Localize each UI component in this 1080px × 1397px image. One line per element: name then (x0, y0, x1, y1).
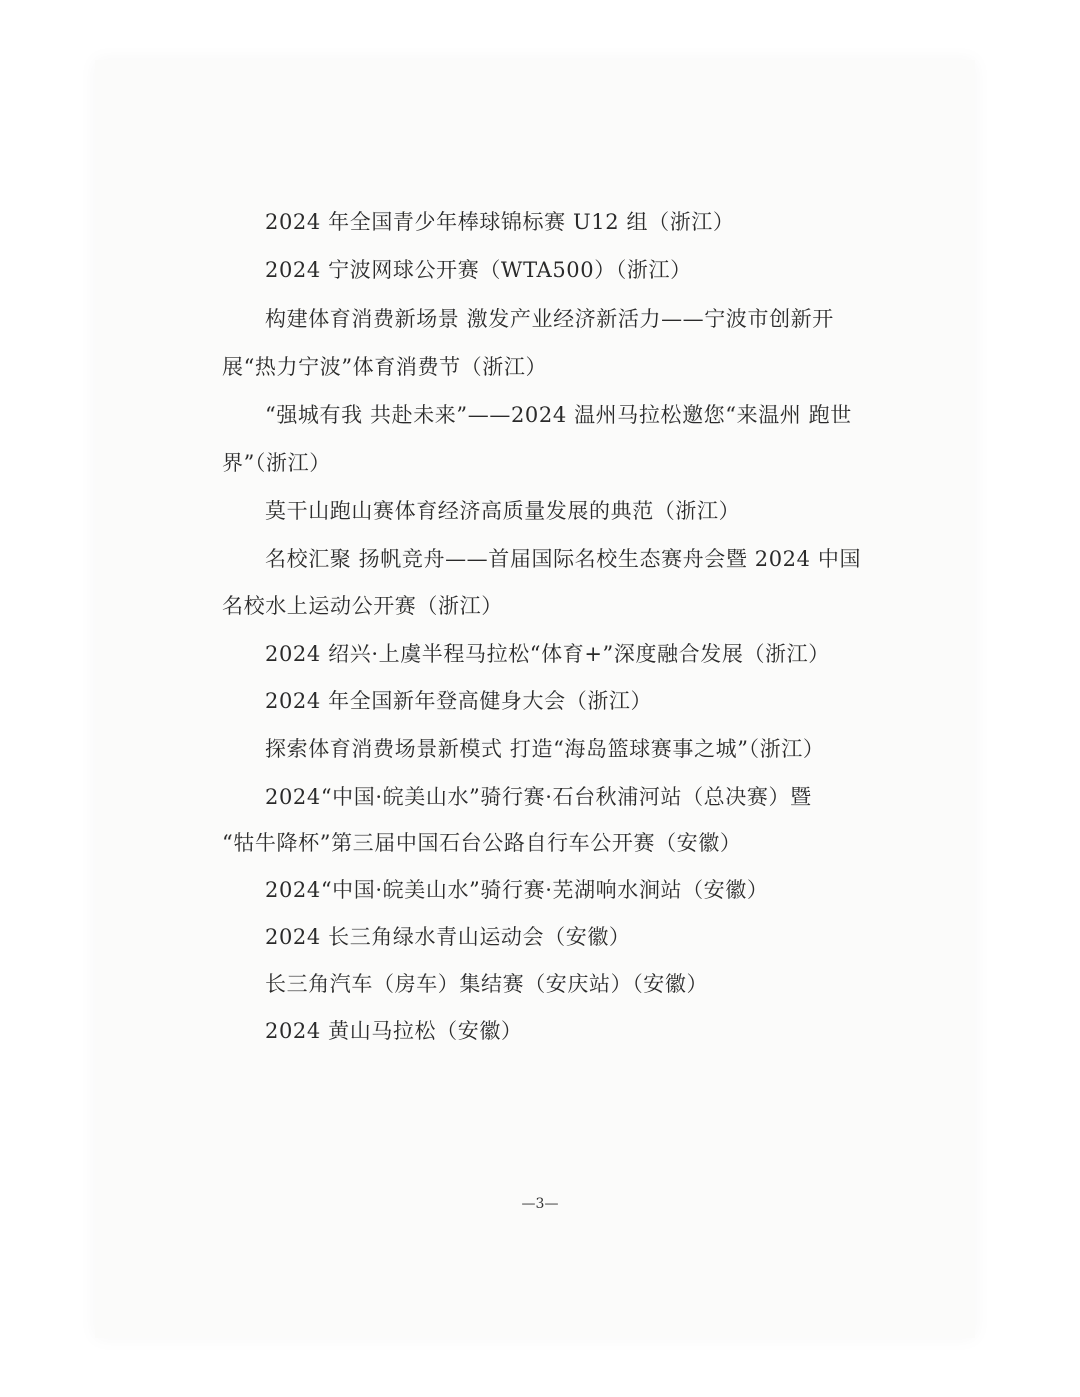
list-item-continuation: 名校水上运动公开赛（浙江） (222, 594, 503, 618)
list-item: 2024 黄山马拉松（安徽） (265, 1019, 523, 1043)
list-item: 2024 年全国新年登高健身大会（浙江） (265, 689, 653, 713)
list-item-continuation: “牯牛降杯”第三届中国石台公路自行车公开赛（安徽） (222, 831, 742, 855)
list-item: 2024 绍兴·上虞半程马拉松“体育+”深度融合发展（浙江） (265, 642, 830, 666)
list-item: 2024“中国·皖美山水”骑行赛·芜湖响水涧站（安徽） (265, 878, 769, 902)
list-item: 探索体育消费场景新模式 打造“海岛篮球赛事之城”（浙江） (265, 737, 825, 761)
list-item: 2024“中国·皖美山水”骑行赛·石台秋浦河站（总决赛）暨 (265, 785, 812, 809)
list-item: 名校汇聚 扬帆竞舟——首届国际名校生态赛舟会暨 2024 中国 (265, 547, 862, 571)
list-item-continuation: 展“热力宁波”体育消费节（浙江） (222, 355, 548, 379)
list-item: 莫干山跑山赛体育经济高质量发展的典范（浙江） (265, 499, 741, 523)
list-item: 长三角汽车（房车）集结赛（安庆站）（安徽） (265, 972, 709, 996)
list-item-continuation: 界”（浙江） (222, 451, 331, 475)
list-item: 2024 宁波网球公开赛（WTA500）（浙江） (265, 258, 692, 282)
page-number: —3— (521, 1196, 559, 1212)
list-item: 2024 年全国青少年棒球锦标赛 U12 组（浙江） (265, 210, 735, 234)
list-item: “强城有我 共赴未来”——2024 温州马拉松邀您“来温州 跑世 (265, 403, 852, 427)
list-item: 2024 长三角绿水青山运动会（安徽） (265, 925, 631, 949)
list-item: 构建体育消费新场景 激发产业经济新活力——宁波市创新开 (265, 307, 834, 331)
